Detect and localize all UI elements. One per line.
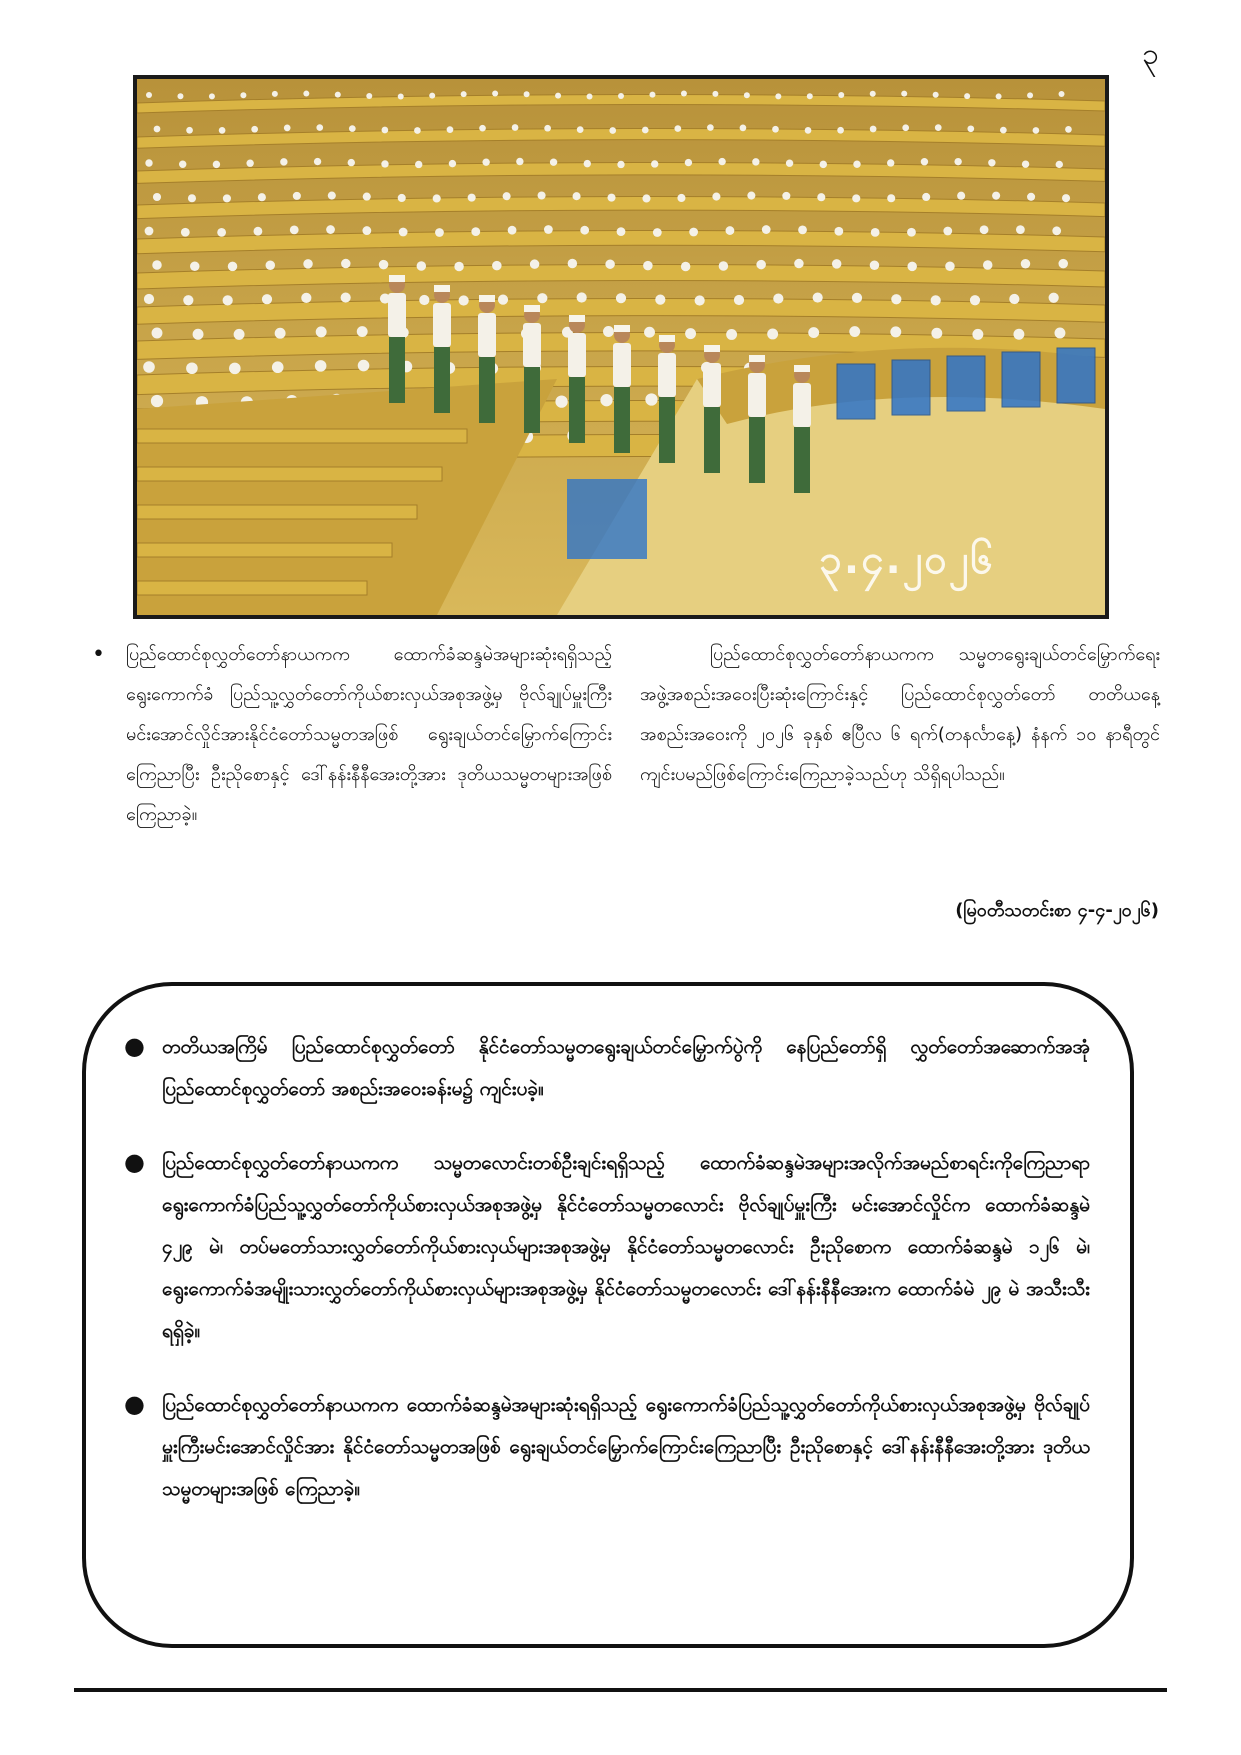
seated-member: [1049, 293, 1059, 303]
member-headdress: [569, 315, 585, 322]
seated-member: [461, 91, 467, 97]
seated-member: [145, 159, 152, 166]
lower-desk: [137, 505, 417, 519]
seated-member: [186, 362, 198, 374]
seated-member: [643, 261, 653, 271]
seated-member: [538, 191, 546, 199]
seated-member: [805, 127, 812, 134]
seated-member: [516, 158, 523, 165]
seated-member: [228, 262, 238, 272]
seated-member: [600, 394, 612, 406]
seated-member: [498, 295, 508, 305]
member-jacket: [793, 383, 811, 427]
seated-member: [358, 360, 370, 372]
seated-member: [870, 91, 876, 97]
seated-member: [381, 160, 388, 167]
lower-desk: [137, 543, 392, 557]
member-jacket: [523, 323, 541, 367]
seated-member: [1009, 294, 1019, 304]
seated-member: [988, 159, 995, 166]
seated-member: [642, 127, 649, 134]
seated-member: [530, 259, 540, 269]
seated-member: [1055, 328, 1066, 339]
seated-member: [931, 295, 941, 305]
member-jacket: [613, 343, 631, 387]
seated-member: [435, 228, 444, 237]
seated-member: [807, 93, 813, 99]
seated-member: [775, 93, 781, 99]
seated-member: [871, 228, 880, 237]
member-headdress: [794, 365, 810, 372]
seated-member: [177, 93, 183, 99]
seated-member: [326, 225, 335, 234]
seated-member: [301, 293, 311, 303]
seated-member: [143, 361, 155, 373]
seated-member: [341, 292, 351, 302]
seated-member: [744, 92, 750, 98]
seated-member: [689, 228, 698, 237]
seated-member: [398, 194, 406, 202]
seated-member: [820, 161, 827, 168]
seated-member: [524, 91, 530, 97]
seated-member: [468, 194, 476, 202]
seated-member: [1027, 92, 1033, 98]
seated-member: [674, 125, 681, 132]
seated-member: [153, 193, 161, 201]
seated-member: [223, 295, 233, 305]
seated-member: [756, 260, 766, 270]
seated-member: [382, 127, 389, 134]
seated-member: [786, 160, 793, 167]
seated-member: [362, 226, 371, 235]
seated-member: [967, 125, 974, 132]
bottom-rule: [74, 1688, 1167, 1692]
member-longyi: [704, 407, 720, 473]
seated-member: [651, 160, 658, 167]
voting-booth: [947, 356, 985, 411]
seated-member: [747, 192, 755, 200]
member-longyi: [614, 387, 630, 453]
seated-member: [645, 393, 657, 405]
seated-member: [712, 193, 720, 201]
seated-member: [1052, 226, 1061, 235]
member-longyi: [749, 417, 765, 483]
seated-member: [931, 328, 942, 339]
summary-item: [124, 1026, 1090, 1110]
seated-member: [379, 260, 389, 270]
seated-member: [262, 294, 272, 304]
seated-member: [891, 294, 901, 304]
seated-member: [266, 260, 276, 270]
seated-member: [429, 93, 435, 99]
seated-member: [617, 227, 626, 236]
seated-member: [154, 126, 161, 133]
seated-member: [316, 124, 323, 131]
member-jacket: [748, 373, 766, 417]
seated-member: [726, 329, 737, 340]
seated-member: [181, 228, 190, 237]
seated-member: [644, 327, 655, 338]
seated-member: [492, 261, 502, 271]
seated-member: [1062, 194, 1070, 202]
seated-member: [254, 227, 263, 236]
seated-member: [922, 193, 930, 201]
seated-member: [901, 91, 907, 97]
seated-member: [363, 193, 371, 201]
seated-member: [954, 158, 961, 165]
news-source: (မြဝတီသတင်းစာ ၄-၄-၂၀၂၆): [955, 900, 1159, 921]
seated-member: [907, 262, 917, 272]
seated-member: [349, 125, 356, 132]
seated-member: [454, 262, 464, 272]
seated-member: [980, 225, 989, 234]
member-longyi: [794, 427, 810, 493]
member-longyi: [569, 377, 585, 443]
summary-item-text: တတိယအကြိမ် ပြည်ထောင်စုလွှတ်တော် နိုင်ငံတော်သမ္မတရွေးချယ်တင်မြှောက်ပွဲကို နေပြည်တော်ရှိ လွှတ်တော်အဆောက်အအုံ ပြည်ထောင်စုလွှတ်တော် အစည်းအဝေးခန်းမ၌ ကျင်းပခဲ့။: [162, 1036, 1090, 1100]
seated-member: [144, 294, 154, 304]
seated-member: [152, 260, 162, 270]
seated-member: [740, 125, 747, 132]
seated-member: [1058, 259, 1068, 269]
seated-member: [328, 192, 336, 200]
seated-member: [219, 127, 226, 134]
parliament-voting-photo: [133, 75, 1109, 619]
seated-member: [240, 92, 246, 98]
member-longyi: [479, 357, 495, 423]
bullet-icon: ●: [124, 1032, 145, 1060]
seated-member: [415, 161, 422, 168]
member-headdress: [749, 355, 765, 362]
member-longyi: [389, 337, 405, 403]
seated-member: [935, 124, 942, 131]
seated-member: [179, 161, 186, 168]
seated-member: [707, 124, 714, 131]
seated-member: [303, 91, 309, 97]
seated-member: [258, 193, 266, 201]
member-jacket: [433, 303, 451, 347]
seated-member: [813, 292, 823, 302]
seated-member: [146, 92, 152, 98]
member-headdress: [524, 305, 540, 312]
seated-member: [853, 161, 860, 168]
seated-member: [838, 92, 844, 98]
seated-member: [718, 158, 725, 165]
seated-member: [681, 262, 691, 272]
seated-member: [603, 326, 614, 337]
member-headdress: [704, 345, 720, 352]
seated-member: [449, 160, 456, 167]
member-jacket: [388, 293, 406, 337]
member-headdress: [434, 285, 450, 292]
seated-member: [314, 158, 321, 165]
member-jacket: [568, 333, 586, 377]
seated-member: [616, 293, 626, 303]
member-jacket: [703, 363, 721, 407]
voting-booth: [892, 360, 930, 415]
seated-member: [492, 91, 498, 97]
seated-member: [1056, 161, 1063, 168]
seated-member: [555, 395, 567, 407]
left-bullet-item: [92, 635, 612, 835]
seated-member: [817, 193, 825, 201]
right-column: [640, 635, 1160, 795]
seated-member: [870, 126, 877, 133]
seated-member: [609, 127, 616, 134]
seated-member: [544, 225, 553, 234]
seated-member: [837, 127, 844, 134]
seated-member: [584, 160, 591, 167]
seated-member: [983, 260, 993, 270]
seated-member: [398, 93, 404, 99]
summary-box: [82, 982, 1134, 1648]
seated-member: [587, 93, 593, 99]
member-longyi: [524, 367, 540, 433]
seated-member: [417, 261, 427, 271]
seated-member: [992, 192, 1000, 200]
lower-desk: [137, 429, 467, 443]
seated-member: [712, 91, 718, 97]
voting-booth: [837, 364, 875, 419]
seated-member: [719, 261, 729, 271]
seated-member: [972, 329, 983, 340]
seated-member: [808, 327, 819, 338]
seated-member: [280, 158, 287, 165]
seated-member: [902, 124, 909, 131]
member-longyi: [659, 397, 675, 463]
seated-member: [798, 225, 807, 234]
seated-member: [151, 395, 163, 407]
seated-member: [1059, 91, 1065, 97]
seated-member: [193, 329, 204, 340]
bullet-icon: ●: [124, 1148, 145, 1176]
seated-member: [890, 326, 901, 337]
seated-member: [234, 329, 245, 340]
seated-member: [550, 158, 557, 165]
seated-member: [508, 226, 517, 235]
seated-member: [782, 192, 790, 200]
seated-member: [964, 93, 970, 99]
seated-member: [1033, 127, 1040, 134]
seated-member: [190, 262, 200, 272]
seated-member: [970, 295, 980, 305]
photo-date-overlay: ၃.၄.၂၀၂၆: [819, 537, 995, 583]
seated-member: [284, 125, 291, 132]
seated-member: [482, 158, 489, 165]
seated-member: [762, 225, 771, 234]
seated-member: [887, 194, 895, 202]
seated-member: [870, 260, 880, 270]
seated-member: [275, 328, 286, 339]
member-headdress: [614, 325, 630, 332]
seated-member: [251, 126, 258, 133]
seated-member: [503, 192, 511, 200]
lower-desk: [137, 581, 367, 595]
seated-member: [996, 93, 1002, 99]
left-column: [92, 635, 612, 835]
seated-member: [957, 192, 965, 200]
seated-member: [433, 194, 441, 202]
seated-member: [1022, 160, 1029, 167]
seated-member: [642, 194, 650, 202]
seated-member: [773, 293, 783, 303]
seated-member: [303, 259, 313, 269]
seated-member: [555, 93, 561, 99]
seated-member: [479, 125, 486, 132]
seated-member: [183, 295, 193, 305]
right-column-text: ပြည်ထောင်စုလွှတ်တော်နာယကက သမ္မတရွေးချယ်တင်မြှောက်ရေးအဖွဲ့အစည်းအဝေးပြီးဆုံးကြောင်းနှင့် ပြည်ထောင်စုလွှတ်တော် တတိယနေ့အစည်းအဝေးကို ၂၀၂၆ ခုနှစ် ဧပြီလ ၆ ရက်(တနင်္လာနေ့) နံနက် ၁၀ နာရီတွင် ကျင်းပမည်ဖြစ်ကြောင်းကြေညာခဲ့သည်ဟု သိရှိရပါသည်။: [640, 644, 1160, 785]
seated-member: [419, 295, 429, 305]
seated-member: [655, 295, 665, 305]
seated-member: [577, 292, 587, 302]
seated-member: [1027, 193, 1035, 201]
seated-member: [152, 328, 163, 339]
lower-desk: [137, 467, 442, 481]
seated-member: [767, 329, 778, 340]
bullet-icon: ●: [124, 1390, 145, 1418]
seated-member: [316, 326, 327, 337]
seated-member: [685, 328, 696, 339]
member-headdress: [389, 275, 405, 282]
seated-member: [794, 259, 804, 269]
seated-member: [605, 259, 615, 269]
seated-member: [188, 194, 196, 202]
left-column-text: ပြည်ထောင်စုလွှတ်တော်နာယကက ထောက်ခံဆန္ဒမဲအများဆုံးရရှိသည့် ရွေးကောက်ခံ ပြည်သူ့လွှတ်တော်ကိုယ်စားလှယ်အစုအဖွဲ့မှ ဗိုလ်ချုပ်မှူးကြီး မင်းအောင်လှိုင်အားနိုင်ငံတော်သမ္မတအဖြစ် ရွေးချယ်တင်မြှောက်ကြောင်းကြေညာပြီး ဦးညိုစောနှင့် ဒေါ်နန်းနီနီအေးတို့အား ဒုတိယသမ္မတများအဖြစ် ကြေညာခဲ့။: [126, 644, 612, 825]
seated-member: [681, 91, 687, 97]
seated-member: [1021, 259, 1031, 269]
member-headdress: [479, 295, 495, 302]
member-jacket: [658, 353, 676, 397]
summary-item: [124, 1142, 1090, 1352]
seated-member: [357, 326, 368, 337]
seated-member: [246, 160, 253, 167]
seated-member: [577, 126, 584, 133]
seated-member: [852, 293, 862, 303]
seated-member: [223, 194, 231, 202]
seated-member: [653, 228, 662, 237]
seated-member: [1013, 329, 1024, 340]
voting-booth: [1002, 352, 1040, 407]
seated-member: [399, 228, 408, 237]
seated-member: [217, 228, 226, 237]
seated-member: [695, 295, 705, 305]
seated-member: [213, 161, 220, 168]
page-number: ၃: [1142, 37, 1159, 72]
seated-member: [1000, 127, 1007, 134]
seated-member: [945, 262, 955, 272]
seated-member: [834, 227, 843, 236]
bullet-icon: •: [92, 642, 105, 667]
voting-booth: [567, 479, 647, 559]
seated-member: [921, 158, 928, 165]
seated-member: [272, 361, 284, 373]
member-longyi: [434, 347, 450, 413]
member-headdress: [659, 335, 675, 342]
seated-member: [348, 159, 355, 166]
seated-member: [573, 192, 581, 200]
seated-member: [607, 194, 615, 202]
seated-member: [726, 226, 735, 235]
seated-member: [335, 92, 341, 98]
seated-member: [685, 159, 692, 166]
seated-member: [832, 259, 842, 269]
seated-member: [229, 363, 241, 375]
seated-member: [568, 259, 578, 269]
seated-member: [618, 93, 624, 99]
voting-booth: [1057, 348, 1095, 403]
member-jacket: [478, 313, 496, 357]
seated-member: [512, 124, 519, 131]
seated-member: [943, 227, 952, 236]
seated-member: [677, 194, 685, 202]
seated-member: [849, 326, 860, 337]
seated-member: [366, 93, 372, 99]
summary-item-text: ပြည်ထောင်စုလွှတ်တော်နာယကက သမ္မတလောင်းတစ်ဦးချင်းရရှိသည့် ထောက်ခံဆန္ဒမဲအများအလိုက်အမည်စာရင်းကိုကြေညာရာ ရွေးကောက်ခံပြည်သူ့လွှတ်တော်ကိုယ်စားလှယ်အစုအဖွဲ့မှ နိုင်ငံတော်သမ္မတလောင်း ဗိုလ်ချုပ်မှူးကြီး မင်းအောင်လှိုင်က ထောက်ခံဆန္ဒမဲ ၄၂၉ မဲ၊ တပ်မတော်သားလွှတ်တော်ကိုယ်စားလှယ်များအစုအဖွဲ့မှ နိုင်ငံတော်သမ္မတလောင်း ဦးညိုစောက ထောက်ခံဆန္ဒမဲ ၁၂၆ မဲ၊ ရွေးကောက်ခံအမျိုးသားလွှတ်တော်ကိုယ်စားလှယ်များအစုအဖွဲ့မှ နိုင်ငံတော်သမ္မတလောင်း ဒေါ်နန်းနီနီအေးက ထောက်ခံမဲ ၂၉ မဲ အသီးသီးရရှိခဲ့။: [162, 1152, 1090, 1342]
seated-member: [933, 92, 939, 98]
seated-member: [617, 161, 624, 168]
seated-member: [907, 228, 916, 237]
seated-member: [887, 159, 894, 166]
seated-member: [145, 227, 154, 236]
seated-member: [772, 126, 779, 133]
seated-member: [544, 125, 551, 132]
seated-member: [293, 192, 301, 200]
seated-member: [341, 259, 351, 269]
seated-member: [537, 293, 547, 303]
seated-member: [580, 226, 589, 235]
seated-member: [649, 92, 655, 98]
seated-member: [1065, 126, 1072, 133]
seated-member: [290, 225, 299, 234]
seated-member: [447, 126, 454, 133]
seated-member: [752, 158, 759, 165]
seated-member: [315, 360, 327, 372]
seated-member: [734, 295, 744, 305]
seated-member: [471, 227, 480, 236]
seated-member: [414, 127, 421, 134]
seated-member: [459, 295, 469, 305]
seated-member: [272, 91, 278, 97]
summary-item-text: ပြည်ထောင်စုလွှတ်တော်နာယကက ထောက်ခံဆန္ဒမဲအများဆုံးရရှိသည့် ရွေးကောက်ခံပြည်သူ့လွှတ်တော်ကိုယ်စားလှယ်အစုအဖွဲ့မှ ဗိုလ်ချုပ်မှူးကြီးမင်းအောင်လှိုင်အား နိုင်ငံတော်သမ္မတအဖြစ် ရွေးချယ်တင်မြှောက်ကြောင်းကြေညာပြီး ဦးညိုစောနှင့် ဒေါ်နန်းနီနီအေးတို့အား ဒုတိယသမ္မတများအဖြစ် ကြေညာခဲ့။: [162, 1394, 1090, 1500]
summary-item: [124, 1384, 1090, 1510]
seated-member: [209, 93, 215, 99]
seated-member: [852, 194, 860, 202]
seated-member: [186, 127, 193, 134]
seated-member: [1016, 225, 1025, 234]
